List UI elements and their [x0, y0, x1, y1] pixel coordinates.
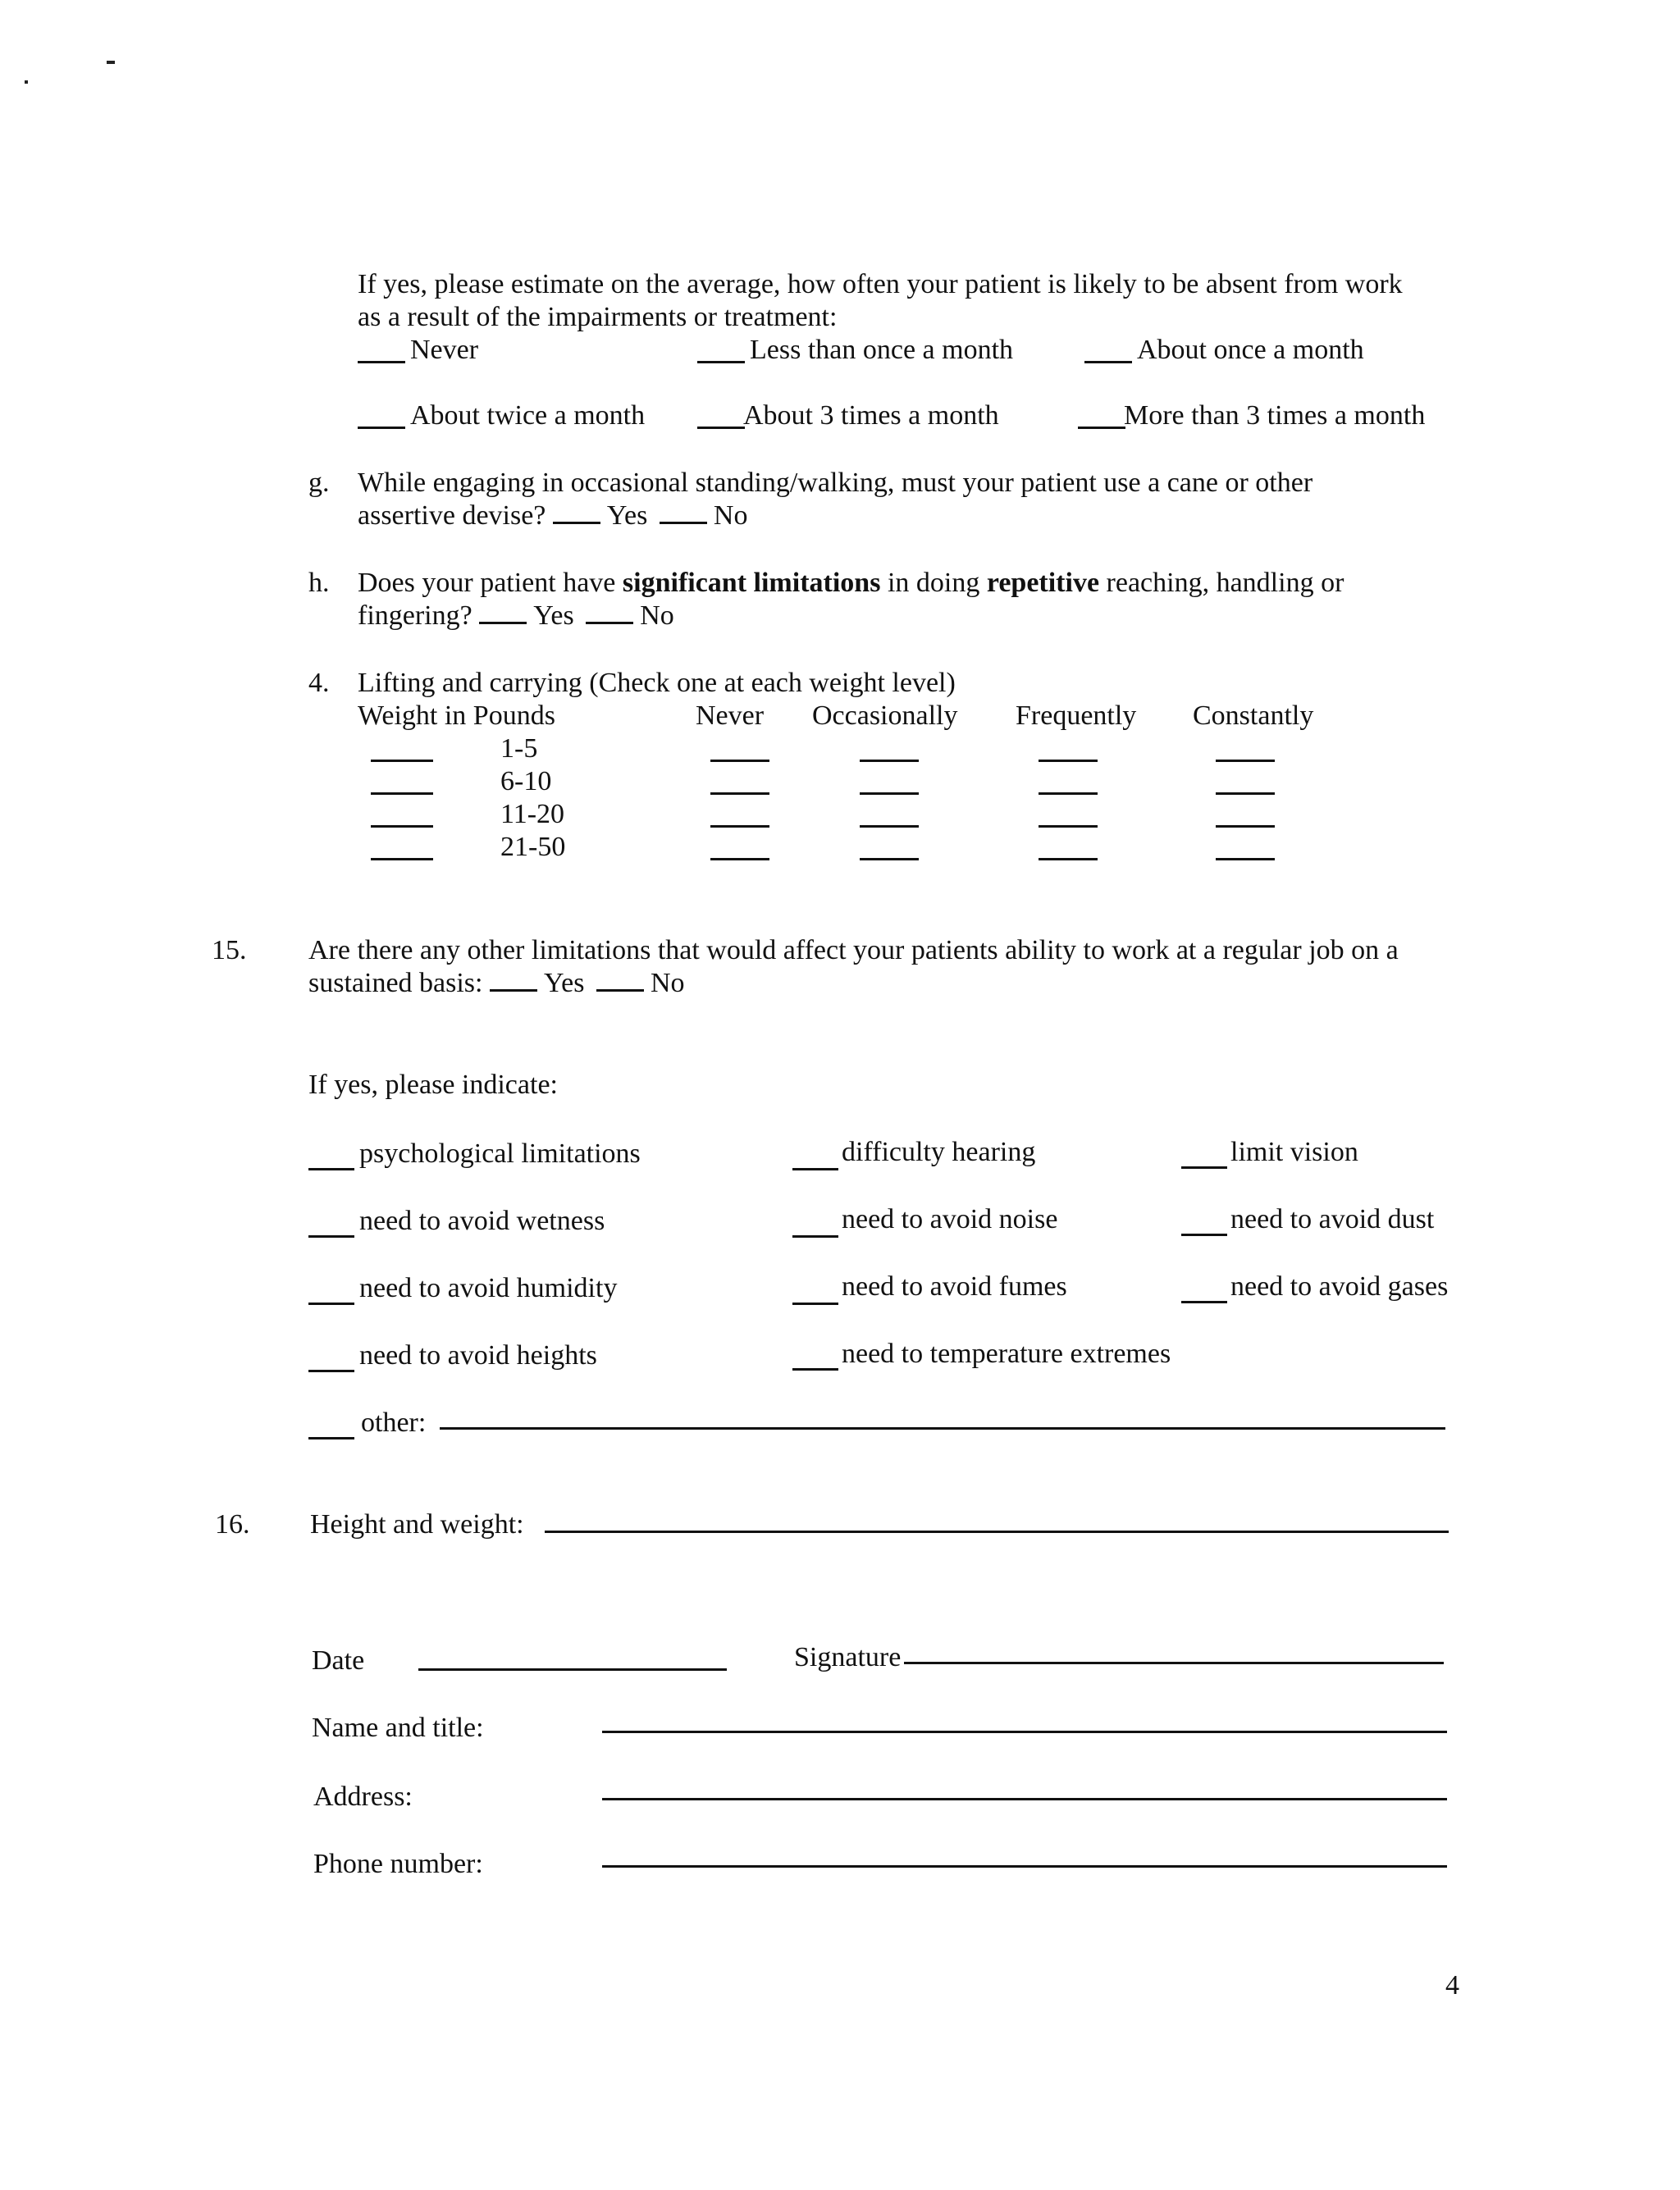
name-title-label: Name and title:: [312, 1713, 484, 1743]
column-frequently: Frequently: [1016, 700, 1137, 731]
absence-about-once-blank[interactable]: [1084, 361, 1132, 363]
weight-label: 6-10: [500, 766, 552, 796]
limitation-blank[interactable]: [1181, 1166, 1227, 1169]
question-h-no-blank[interactable]: [586, 622, 633, 624]
absence-option-less-than-once: Less than once a month: [750, 335, 1014, 365]
weight-row-checkbox[interactable]: [371, 858, 433, 860]
question-15-yes: Yes: [543, 968, 585, 998]
frequently-checkbox[interactable]: [1039, 825, 1098, 828]
frequently-checkbox[interactable]: [1039, 858, 1098, 860]
name-title-field[interactable]: [602, 1731, 1447, 1733]
column-weight-in-pounds: Weight in Pounds: [358, 700, 555, 731]
signature-field[interactable]: [904, 1662, 1444, 1664]
absence-option-twice: About twice a month: [410, 400, 646, 431]
column-occasionally: Occasionally: [812, 700, 958, 731]
question-15-yes-blank[interactable]: [490, 989, 537, 992]
limitation-gases: need to avoid gases: [1230, 1271, 1449, 1302]
absence-option-more-than-3: More than 3 times a month: [1124, 400, 1426, 431]
question-g-prefix: assertive devise?: [358, 500, 546, 531]
occasionally-checkbox[interactable]: [860, 858, 919, 860]
question-h-line2: [358, 602, 674, 630]
limitation-wetness: need to avoid wetness: [359, 1206, 605, 1236]
column-never: Never: [696, 700, 765, 731]
question-g-line1: While engaging in occasional standing/walking, must your patient use a cane or other: [358, 468, 1313, 498]
absence-less-than-once-blank[interactable]: [697, 361, 745, 363]
never-checkbox[interactable]: [710, 792, 769, 795]
weight-label: 1-5: [500, 733, 538, 764]
if-yes-label: If yes, please indicate:: [308, 1070, 558, 1100]
limitation-blank[interactable]: [308, 1235, 354, 1238]
absence-intro-line1: If yes, please estimate on the average, how often your patient is likely to be absent from work: [358, 269, 1403, 299]
absence-twice-blank[interactable]: [358, 427, 405, 429]
signature-label: Signature: [794, 1642, 902, 1672]
question-16-label: Height and weight:: [310, 1509, 524, 1540]
question-h-text-c: in doing: [880, 568, 987, 598]
question-4-title: Lifting and carrying (Check one at each weight level): [358, 668, 956, 698]
limitation-psychological: psychological limitations: [359, 1138, 641, 1169]
occasionally-checkbox[interactable]: [860, 760, 919, 762]
question-h-text-bold-1: significant limitations: [622, 568, 881, 598]
limitation-heights: need to avoid heights: [359, 1340, 597, 1371]
never-checkbox[interactable]: [710, 858, 769, 860]
never-checkbox[interactable]: [710, 760, 769, 762]
question-15-line1: Are there any other limitations that would affect your patients ability to work at a regular job on a: [308, 935, 1399, 965]
column-constantly: Constantly: [1193, 700, 1314, 731]
question-h-text-a: Does your patient have: [358, 568, 623, 598]
question-g-no-blank[interactable]: [660, 522, 707, 524]
question-h-yes-blank[interactable]: [479, 622, 527, 624]
limitation-blank[interactable]: [792, 1303, 838, 1305]
absence-option-3-times: About 3 times a month: [743, 400, 999, 431]
constantly-checkbox[interactable]: [1216, 858, 1275, 860]
weight-label: 11-20: [500, 799, 565, 829]
page-number: 4: [1445, 1970, 1459, 2001]
constantly-checkbox[interactable]: [1216, 792, 1275, 795]
weight-row-checkbox[interactable]: [371, 792, 433, 795]
absence-never-blank[interactable]: [358, 361, 405, 363]
question-h-no: No: [640, 600, 674, 631]
limitation-blank[interactable]: [792, 1168, 838, 1170]
question-h-text-e: reaching, handling or: [1099, 568, 1344, 598]
limitation-blank[interactable]: [792, 1235, 838, 1238]
limitation-blank[interactable]: [1181, 1234, 1227, 1236]
question-g-letter: g.: [308, 468, 330, 498]
limitation-noise: need to avoid noise: [842, 1204, 1058, 1234]
absence-option-about-once: About once a month: [1137, 335, 1364, 365]
question-15-no-blank[interactable]: [596, 989, 644, 992]
scan-mark: [107, 61, 115, 64]
address-label: Address:: [313, 1782, 413, 1812]
limitation-fumes: need to avoid fumes: [842, 1271, 1067, 1302]
frequently-checkbox[interactable]: [1039, 792, 1098, 795]
limitation-blank[interactable]: [1181, 1301, 1227, 1303]
question-h-prefix: fingering?: [358, 600, 472, 631]
question-16-number: 16.: [215, 1509, 250, 1540]
question-15-number: 15.: [212, 935, 247, 965]
frequently-checkbox[interactable]: [1039, 760, 1098, 762]
question-h-letter: h.: [308, 568, 330, 598]
question-4-number: 4.: [308, 668, 330, 698]
question-h-yes: Yes: [533, 600, 574, 631]
weight-row-checkbox[interactable]: [371, 825, 433, 828]
limitation-dust: need to avoid dust: [1230, 1204, 1435, 1234]
question-h-text-bold-2: repetitive: [986, 568, 1100, 598]
date-field[interactable]: [418, 1668, 727, 1671]
limitation-other-label: other:: [361, 1408, 427, 1438]
question-g-no: No: [713, 500, 748, 531]
limitation-blank[interactable]: [308, 1303, 354, 1305]
height-weight-field[interactable]: [545, 1531, 1449, 1533]
limitation-other-field[interactable]: [440, 1427, 1445, 1430]
weight-row-checkbox[interactable]: [371, 760, 433, 762]
question-g-yes-blank[interactable]: [553, 522, 600, 524]
limitation-temperature: need to temperature extremes: [842, 1339, 1171, 1369]
absence-option-never: Never: [410, 335, 479, 365]
limitation-blank[interactable]: [308, 1437, 354, 1439]
never-checkbox[interactable]: [710, 825, 769, 828]
limitation-blank[interactable]: [792, 1368, 838, 1371]
constantly-checkbox[interactable]: [1216, 825, 1275, 828]
question-g-line2: [358, 502, 747, 530]
phone-label: Phone number:: [313, 1849, 483, 1879]
address-field[interactable]: [602, 1798, 1447, 1800]
occasionally-checkbox[interactable]: [860, 825, 919, 828]
phone-field[interactable]: [602, 1865, 1447, 1868]
absence-more-than-3-blank[interactable]: [1078, 427, 1125, 429]
question-g-yes: Yes: [606, 500, 648, 531]
limitation-blank[interactable]: [308, 1168, 354, 1170]
absence-intro-line2: as a result of the impairments or treatment:: [358, 302, 838, 332]
limitation-vision: limit vision: [1230, 1137, 1358, 1167]
question-h-line1: [358, 569, 1344, 597]
scan-mark: [25, 80, 28, 84]
absence-3-times-blank[interactable]: [697, 427, 745, 429]
limitation-blank[interactable]: [308, 1370, 354, 1372]
question-15-no: No: [650, 968, 685, 998]
question-15-line2: [308, 970, 685, 997]
limitation-humidity: need to avoid humidity: [359, 1273, 618, 1303]
limitation-hearing: difficulty hearing: [842, 1137, 1036, 1167]
weight-label: 21-50: [500, 832, 566, 862]
question-15-prefix: sustained basis:: [308, 968, 483, 998]
date-label: Date: [312, 1645, 365, 1676]
occasionally-checkbox[interactable]: [860, 792, 919, 795]
constantly-checkbox[interactable]: [1216, 760, 1275, 762]
